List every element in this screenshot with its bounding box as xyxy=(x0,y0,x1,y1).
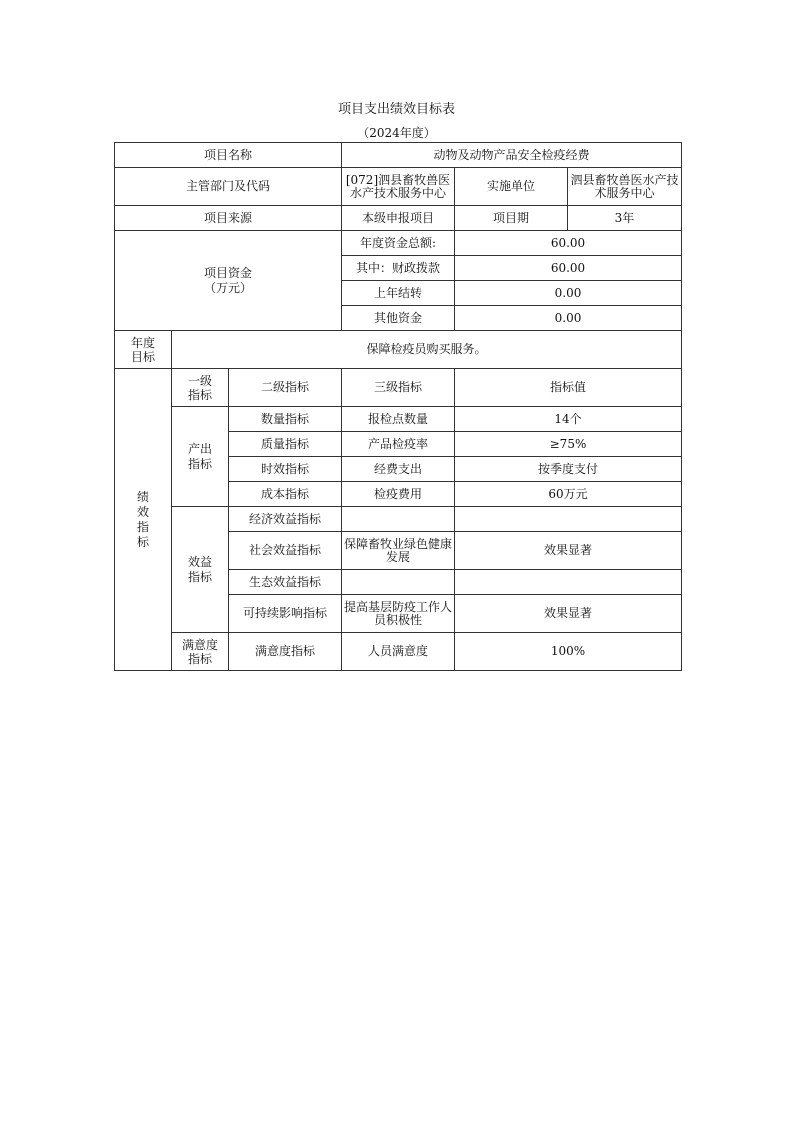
output-value: 14个 xyxy=(455,407,682,432)
funds-carryover-label: 上年结转 xyxy=(342,281,455,306)
project-source-value: 本级申报项目 xyxy=(342,206,455,231)
table-row-project-name xyxy=(115,143,682,168)
benefit-level3 xyxy=(342,507,455,532)
performance-indicator-label xyxy=(115,369,172,671)
output-indicator-label-text: 产出指标 xyxy=(187,441,212,471)
benefit-level2: 生态效益指标 xyxy=(229,570,342,595)
output-level2: 成本指标 xyxy=(229,482,342,507)
header-level1-text: 一级指标 xyxy=(187,373,212,402)
department-value: [072]泗县畜牧兽医水产技术服务中心 xyxy=(342,168,455,206)
header-level3: 三级指标 xyxy=(342,369,455,407)
funds-other-label: 其他资金 xyxy=(342,306,455,331)
benefit-level2: 经济效益指标 xyxy=(229,507,342,532)
funds-carryover-value: 0.00 xyxy=(455,281,682,306)
funds-total-value: 60.00 xyxy=(455,231,682,256)
benefit-level3: 保障畜牧业绿色健康发展 xyxy=(342,532,455,570)
benefit-level3: 提高基层防疫工作人员积极性 xyxy=(342,595,455,633)
funds-other-value: 0.00 xyxy=(455,306,682,331)
project-period-label: 项目期 xyxy=(455,206,568,231)
table-row-indicator-header xyxy=(115,369,682,407)
funds-total-label: 年度资金总额: xyxy=(342,231,455,256)
table-row-annual-goal xyxy=(115,331,682,369)
output-level3: 产品检疫率 xyxy=(342,432,455,457)
table-row xyxy=(115,507,682,532)
output-level3: 检疫费用 xyxy=(342,482,455,507)
benefit-level2: 可持续影响指标 xyxy=(229,595,342,633)
output-value: 60万元 xyxy=(455,482,682,507)
table-row xyxy=(115,407,682,432)
page-title: 项目支出绩效目标表 xyxy=(337,102,455,117)
funds-fiscal-value: 60.00 xyxy=(455,256,682,281)
benefit-value: 效果显著 xyxy=(455,595,682,633)
benefit-level2: 社会效益指标 xyxy=(229,532,342,570)
project-period-value: 3年 xyxy=(568,206,682,231)
benefit-value xyxy=(455,507,682,532)
table-row xyxy=(115,633,682,671)
project-funds-label xyxy=(115,231,342,331)
output-level2: 质量指标 xyxy=(229,432,342,457)
benefit-value: 效果显著 xyxy=(455,532,682,570)
output-level2: 数量指标 xyxy=(229,407,342,432)
implementing-unit-value: 泗县畜牧兽医水产技术服务中心 xyxy=(568,168,682,206)
satisfaction-value: 100% xyxy=(455,633,682,671)
output-level3: 经费支出 xyxy=(342,457,455,482)
annual-goal-value: 保障检疫员购买服务。 xyxy=(172,331,682,369)
output-value: 按季度支付 xyxy=(455,457,682,482)
benefit-indicator-label xyxy=(172,507,229,633)
project-name-value: 动物及动物产品安全检疫经费 xyxy=(342,143,682,168)
table-row-department xyxy=(115,168,682,206)
satisfaction-level3: 人员满意度 xyxy=(342,633,455,671)
output-indicator-label xyxy=(172,407,229,507)
satisfaction-indicator-label xyxy=(172,633,229,671)
performance-indicator-label-text: 绩效指标 xyxy=(136,489,149,549)
header-value: 指标值 xyxy=(455,369,682,407)
implementing-unit-label: 实施单位 xyxy=(455,168,568,206)
project-source-label: 项目来源 xyxy=(115,206,342,231)
table-row-source xyxy=(115,206,682,231)
department-label: 主管部门及代码 xyxy=(115,168,342,206)
benefit-level3 xyxy=(342,570,455,595)
header-level1 xyxy=(172,369,229,407)
table-row-funds-total xyxy=(115,231,682,256)
annual-goal-label-text: 年度目标 xyxy=(130,335,155,364)
benefit-indicator-label-text: 效益指标 xyxy=(187,554,212,584)
output-value: ≥75% xyxy=(455,432,682,457)
satisfaction-indicator-label-text: 满意度指标 xyxy=(181,637,218,666)
page-subtitle-year: （2024年度） xyxy=(357,126,436,140)
satisfaction-level2: 满意度指标 xyxy=(229,633,342,671)
header-level2: 二级指标 xyxy=(229,369,342,407)
benefit-value xyxy=(455,570,682,595)
output-level3: 报检点数量 xyxy=(342,407,455,432)
annual-goal-label xyxy=(115,331,172,369)
project-name-label: 项目名称 xyxy=(115,143,342,168)
funds-fiscal-label: 其中：财政拨款 xyxy=(342,256,455,281)
performance-goal-table xyxy=(114,142,682,671)
output-level2: 时效指标 xyxy=(229,457,342,482)
project-funds-label-text: 项目资金（万元） xyxy=(203,265,252,295)
